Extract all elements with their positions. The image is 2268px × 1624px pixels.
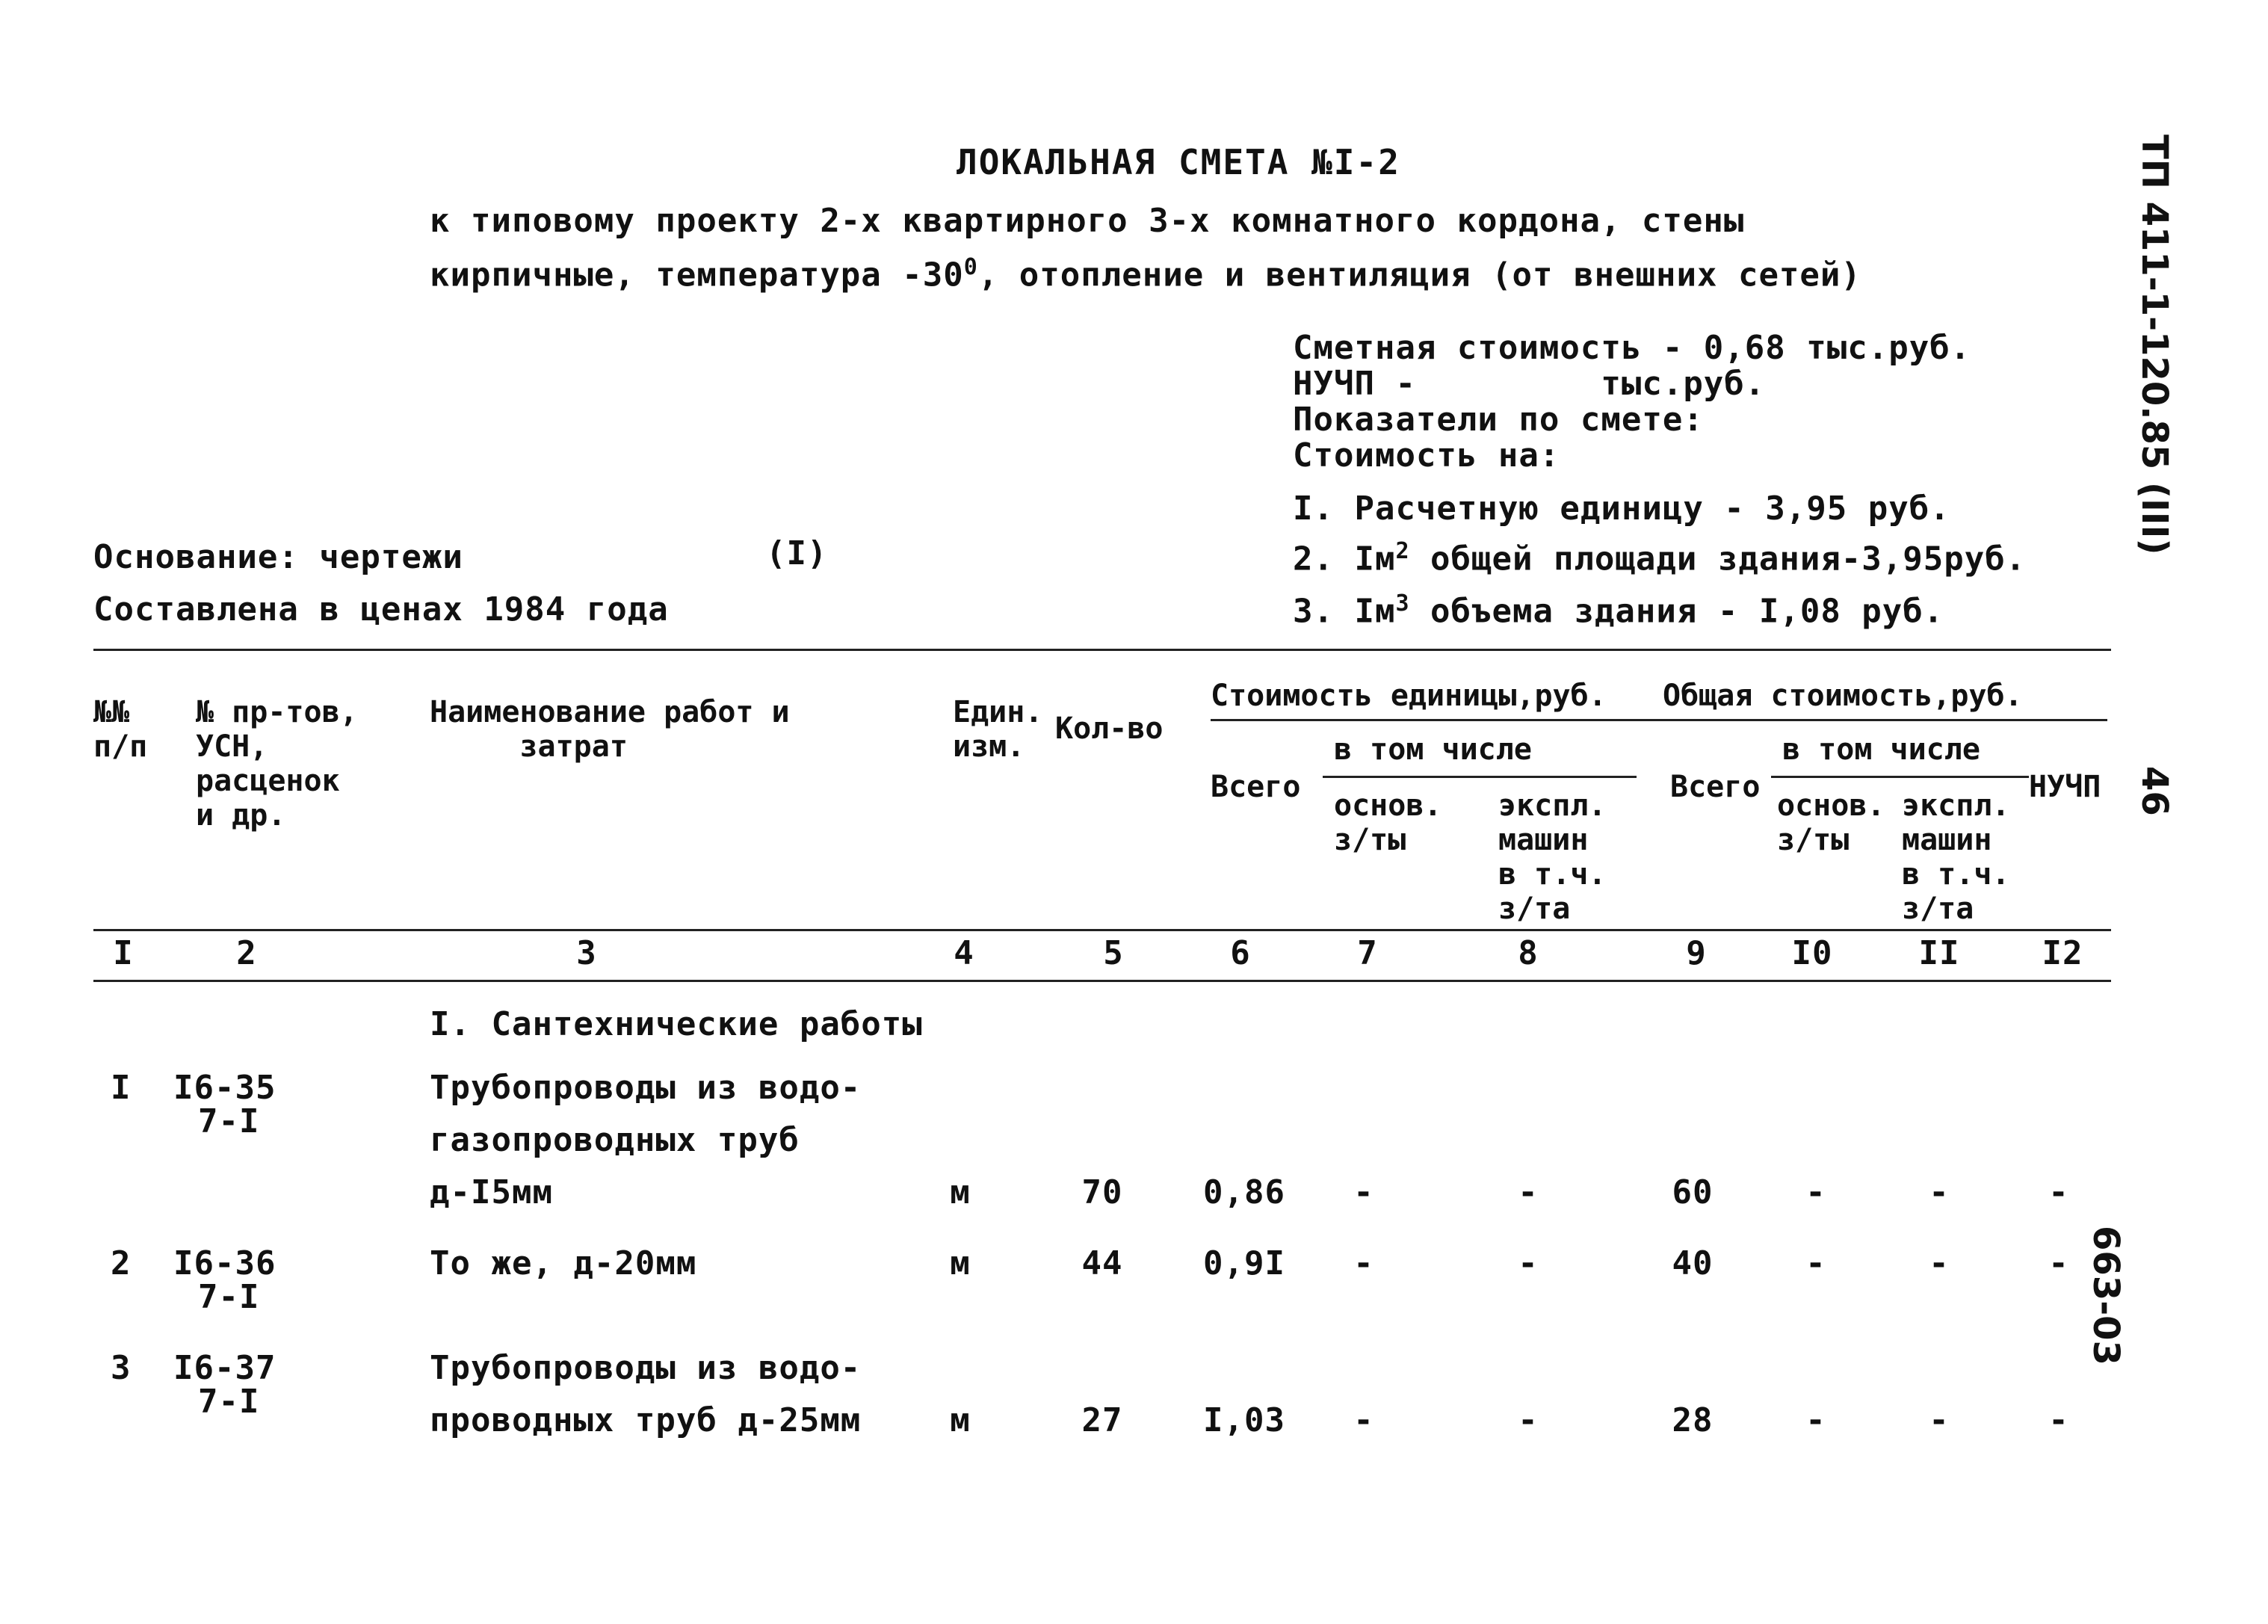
- row-total-wage: -: [1805, 1173, 1826, 1211]
- summary-nuchp: НУЧП - тыс.руб.: [1293, 365, 1766, 403]
- row-code-b: 7-I: [198, 1278, 260, 1316]
- row-qty: 70: [1081, 1173, 1123, 1211]
- incl1-rule: [1323, 776, 1637, 778]
- colnum-11: II: [1918, 934, 1960, 972]
- row-unit: м: [950, 1173, 971, 1211]
- row-unit-wage: -: [1353, 1244, 1374, 1282]
- row-code-b: 7-I: [198, 1383, 260, 1421]
- row-unit-mach: -: [1518, 1401, 1539, 1439]
- row-num: 2: [111, 1244, 132, 1282]
- row-total-mach: -: [1929, 1173, 1950, 1211]
- basis-line1: Основание: чертежи: [93, 538, 463, 576]
- header-unit-cost-group: Стоимость единицы,руб.: [1211, 679, 1607, 713]
- header-col4: Един. изм.: [953, 695, 1043, 764]
- summary-cost-on: Стоимость на:: [1293, 436, 1560, 475]
- row-unit-mach: -: [1518, 1244, 1539, 1282]
- row-unit-total: 0,9I: [1203, 1244, 1285, 1282]
- summary-item2-sup: 2: [1395, 538, 1410, 564]
- colnum-1: I: [113, 934, 134, 972]
- row-code-a: I6-36: [173, 1244, 276, 1282]
- row-total-wage: -: [1805, 1401, 1826, 1439]
- summary-item1: I. Расчетную единицу - 3,95 руб.: [1293, 490, 1950, 528]
- colnum-5: 5: [1103, 934, 1124, 972]
- header-total-cost-group: Общая стоимость,руб.: [1663, 679, 2023, 713]
- document-subtitle-line2: [430, 254, 1861, 294]
- summary-item2: [1293, 538, 2026, 578]
- colnum-bottom-rule: [93, 980, 2111, 982]
- summary-item2-b: общей площади здания-3,95руб.: [1409, 540, 2027, 578]
- colnum-12: I2: [2042, 934, 2083, 972]
- row-unit: м: [950, 1244, 971, 1282]
- header-col6: Всего: [1211, 770, 1301, 804]
- row-total-wage: -: [1805, 1244, 1826, 1282]
- row-unit: м: [950, 1401, 971, 1439]
- document-title: ЛОКАЛЬНАЯ СМЕТА №I-2: [957, 142, 1400, 182]
- header-col9: Всего: [1670, 770, 1761, 804]
- colnum-9: 9: [1686, 934, 1707, 972]
- incl2-rule: [1771, 776, 2029, 778]
- header-incl2: в том числе: [1782, 732, 1980, 767]
- header-col7: основ. з/ты: [1334, 788, 1442, 857]
- document-subtitle-line1: к типовому проекту 2-х квартирного 3-х комнатного кордона, стены: [430, 202, 1745, 240]
- row-num: I: [111, 1069, 132, 1107]
- header-col2: № пр-тов, УСН, расценок и др.: [196, 695, 358, 833]
- header-col5: Кол-во: [1055, 711, 1164, 746]
- header-col11: экспл. машин в т.ч. з/та: [1902, 788, 2010, 926]
- row-qty: 27: [1081, 1401, 1123, 1439]
- row-total: 28: [1672, 1401, 1714, 1439]
- row-qty: 44: [1081, 1244, 1123, 1282]
- row-total-mach: -: [1929, 1401, 1950, 1439]
- header-col10: основ. з/ты: [1777, 788, 1885, 857]
- row-name-line: проводных труб д-25мм: [430, 1401, 862, 1439]
- summary-item3: [1293, 590, 1944, 631]
- row-unit-total: I,03: [1203, 1401, 1285, 1439]
- row-total: 60: [1672, 1173, 1714, 1211]
- colnum-2: 2: [236, 934, 257, 972]
- header-col8: экспл. машин в т.ч. з/та: [1498, 788, 1607, 926]
- row-num: 3: [111, 1349, 132, 1387]
- side-code: ТП 411-1-120.85 (III): [2133, 135, 2175, 555]
- page-number: 46: [2133, 766, 2175, 816]
- row-nuchp: -: [2048, 1401, 2069, 1439]
- colnum-3: 3: [576, 934, 597, 972]
- summary-indicators: Показатели по смете:: [1293, 401, 1704, 439]
- row-code-a: I6-35: [173, 1069, 276, 1107]
- bottom-code: 663-03: [2085, 1226, 2127, 1365]
- summary-item3-sup: 3: [1395, 590, 1410, 617]
- basis-mark: (I): [766, 534, 828, 572]
- subtitle-degree-sup: 0: [963, 254, 978, 280]
- row-name-line: газопроводных труб: [430, 1121, 800, 1159]
- row-code-b: 7-I: [198, 1102, 260, 1140]
- summary-cost: Сметная стоимость - 0,68 тыс.руб.: [1293, 329, 1971, 367]
- colnum-4: 4: [954, 934, 974, 972]
- row-nuchp: -: [2048, 1244, 2069, 1282]
- summary-item3-a: 3. Iм: [1293, 592, 1396, 631]
- header-bottom-rule: [93, 929, 2111, 931]
- row-total-mach: -: [1929, 1244, 1950, 1282]
- row-name-line: д-I5мм: [430, 1173, 553, 1211]
- header-incl1: в том числе: [1334, 732, 1532, 767]
- header-col3: Наименование работ и затрат: [430, 695, 790, 764]
- row-unit-wage: -: [1353, 1173, 1374, 1211]
- colnum-6: 6: [1230, 934, 1251, 972]
- row-unit-mach: -: [1518, 1173, 1539, 1211]
- row-unit-wage: -: [1353, 1401, 1374, 1439]
- subtitle-part-b: , отопление и вентиляция (от внешних сетей): [977, 256, 1861, 294]
- row-code-a: I6-37: [173, 1349, 276, 1387]
- summary-item3-b: объема здания - I,08 руб.: [1409, 592, 1944, 631]
- basis-line2: Составлена в ценах 1984 года: [93, 590, 669, 629]
- cost-group-rule: [1211, 719, 2107, 721]
- row-total: 40: [1672, 1244, 1714, 1282]
- subtitle-part-a: кирпичные, температура -30: [430, 256, 964, 294]
- colnum-10: I0: [1791, 934, 1833, 972]
- row-name-line: Трубопроводы из водо-: [430, 1069, 862, 1107]
- colnum-8: 8: [1518, 934, 1539, 972]
- header-col12: НУЧП: [2029, 770, 2101, 804]
- row-nuchp: -: [2048, 1173, 2069, 1211]
- colnum-7: 7: [1357, 934, 1378, 972]
- summary-item2-a: 2. Iм: [1293, 540, 1396, 578]
- header-col1: №№ п/п: [93, 695, 148, 764]
- section-title: I. Сантехнические работы: [430, 1005, 923, 1043]
- row-name-line: Трубопроводы из водо-: [430, 1349, 862, 1387]
- row-name-line: То же, д-20мм: [430, 1244, 697, 1282]
- row-unit-total: 0,86: [1203, 1173, 1285, 1211]
- table-top-rule: [93, 649, 2111, 651]
